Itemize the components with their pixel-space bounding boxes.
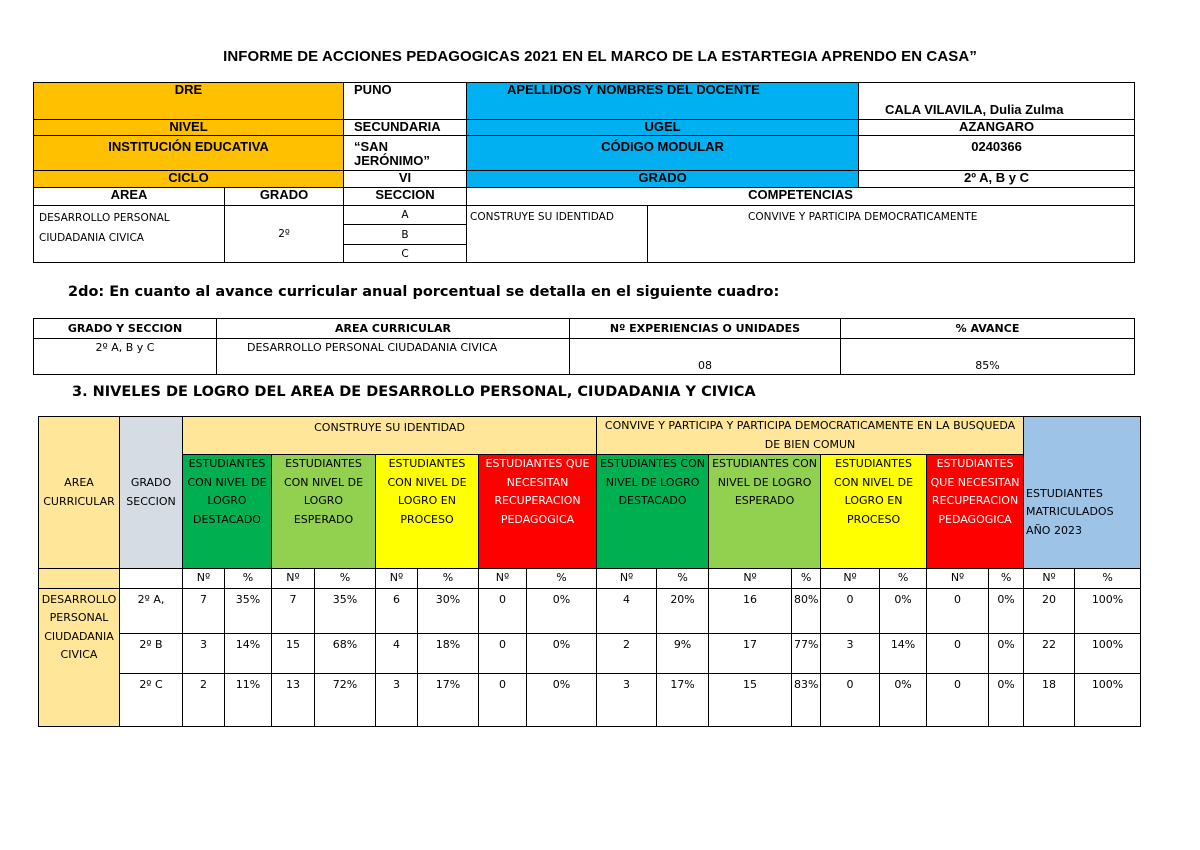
seccion-c: C bbox=[344, 245, 467, 263]
cell: 22 bbox=[1024, 633, 1075, 673]
section2-heading: 2do: En cuanto al avance curricular anual porcentual se detalla en el siguiente cuadro: bbox=[68, 284, 780, 300]
grado-cell: 2º A, bbox=[120, 588, 183, 633]
grado-cell: 2º C bbox=[120, 673, 183, 726]
cell: 4 bbox=[376, 633, 418, 673]
cell: 100% bbox=[1075, 673, 1141, 726]
pct-label: % bbox=[657, 569, 709, 589]
seccion-a: A bbox=[344, 206, 467, 225]
area-value-line-2: CIUDADANIA CIVICA bbox=[39, 232, 144, 244]
cell: 0 bbox=[479, 673, 527, 726]
ugel-value: AZANGARO bbox=[859, 120, 1135, 136]
cell: 3 bbox=[597, 673, 657, 726]
cell: 80% bbox=[792, 588, 821, 633]
n-label: Nº bbox=[272, 569, 315, 589]
table-row bbox=[39, 588, 1141, 633]
table-row bbox=[39, 633, 1141, 673]
cell: 77% bbox=[792, 633, 821, 673]
cell: 0% bbox=[880, 673, 927, 726]
cell: 0 bbox=[927, 633, 989, 673]
cell: 4 bbox=[597, 588, 657, 633]
c1-proceso: ESTUDIANTES CON NIVEL DE LOGRO EN PROCESO bbox=[376, 455, 479, 569]
cell: 0 bbox=[479, 633, 527, 673]
cell: 0% bbox=[989, 633, 1024, 673]
cell: 17 bbox=[709, 633, 792, 673]
cell: 0 bbox=[927, 673, 989, 726]
docente-label: APELLIDOS Y NOMBRES DEL DOCENTE bbox=[467, 83, 859, 120]
c1-destacado: ESTUDIANTES CON NIVEL DE LOGRO DESTACADO bbox=[183, 455, 272, 569]
avance-header-area: AREA CURRICULAR bbox=[217, 319, 570, 339]
cell: 15 bbox=[709, 673, 792, 726]
c2-esperado: ESTUDIANTES CON NIVEL DE LOGRO ESPERADO bbox=[709, 455, 821, 569]
n-label: Nº bbox=[183, 569, 225, 589]
cell: 0 bbox=[821, 588, 880, 633]
dre-value: PUNO bbox=[344, 83, 467, 120]
cell: 17% bbox=[418, 673, 479, 726]
seccion-b: B bbox=[344, 225, 467, 245]
cell: 35% bbox=[225, 588, 272, 633]
n-label: Nº bbox=[821, 569, 880, 589]
cell: 100% bbox=[1075, 633, 1141, 673]
cell: 35% bbox=[315, 588, 376, 633]
n-label: Nº bbox=[597, 569, 657, 589]
cell: 6 bbox=[376, 588, 418, 633]
cell: 0% bbox=[527, 588, 597, 633]
blank-cell bbox=[120, 569, 183, 589]
subheader-row bbox=[39, 569, 1141, 589]
avance-header-experiencias: Nº EXPERIENCIAS O UNIDADES bbox=[570, 319, 841, 339]
table-row bbox=[39, 673, 1141, 726]
cell: 0% bbox=[527, 673, 597, 726]
cell: 14% bbox=[225, 633, 272, 673]
cell: 3 bbox=[376, 673, 418, 726]
avance-table bbox=[33, 318, 1135, 375]
avance-grado: 2º A, B y C bbox=[34, 339, 217, 375]
cell: 7 bbox=[272, 588, 315, 633]
cell: 3 bbox=[183, 633, 225, 673]
matriculados-header: ESTUDIANTES MATRICULADOS AÑO 2023 bbox=[1024, 417, 1141, 569]
blank-cell bbox=[39, 569, 120, 589]
cell: 16 bbox=[709, 588, 792, 633]
cell: 7 bbox=[183, 588, 225, 633]
grado-header: GRADO bbox=[225, 188, 344, 206]
competencia-1: CONSTRUYE SU IDENTIDAD bbox=[467, 206, 648, 263]
codigo-value: 0240366 bbox=[859, 136, 1135, 171]
competencia-2: CONVIVE Y PARTICIPA DEMOCRATICAMENTE bbox=[648, 206, 1135, 263]
avance-area: DESARROLLO PERSONAL CIUDADANIA CIVICA bbox=[217, 339, 570, 375]
c1-esperado: ESTUDIANTES CON NIVEL DE LOGRO ESPERADO bbox=[272, 455, 376, 569]
cell: 0 bbox=[821, 673, 880, 726]
area-header: AREA bbox=[34, 188, 225, 206]
n-label: Nº bbox=[479, 569, 527, 589]
area-value bbox=[34, 206, 225, 263]
logro-table bbox=[38, 416, 1141, 727]
grado-seccion-header: GRADO SECCION bbox=[120, 417, 183, 569]
n-label: Nº bbox=[709, 569, 792, 589]
ie-label: INSTITUCIÓN EDUCATIVA bbox=[34, 136, 344, 171]
grado-label: GRADO bbox=[467, 171, 859, 188]
grado-value: 2º A, B y C bbox=[859, 171, 1135, 188]
nivel-label: NIVEL bbox=[34, 120, 344, 136]
c2-recuperacion: ESTUDIANTES QUE NECESITAN RECUPERACION PEDAGOGICA bbox=[927, 455, 1024, 569]
pct-label: % bbox=[225, 569, 272, 589]
pct-label: % bbox=[315, 569, 376, 589]
cell: 0 bbox=[479, 588, 527, 633]
grado-cell: 2º B bbox=[120, 633, 183, 673]
cell: 3 bbox=[821, 633, 880, 673]
c1-recuperacion: ESTUDIANTES QUE NECESITAN RECUPERACION PEDAGOGICA bbox=[479, 455, 597, 569]
cell: 18 bbox=[1024, 673, 1075, 726]
competencias-header: COMPETENCIAS bbox=[467, 188, 1135, 206]
c2-proceso: ESTUDIANTES CON NIVEL DE LOGRO EN PROCESO bbox=[821, 455, 927, 569]
pct-label: % bbox=[880, 569, 927, 589]
grado-val: 2º bbox=[225, 206, 344, 263]
cell: 68% bbox=[315, 633, 376, 673]
avance-experiencias: 08 bbox=[570, 339, 841, 375]
codigo-label: CÓDIGO MODULAR bbox=[467, 136, 859, 171]
comp2-header: CONVIVE Y PARTICIPA Y PARTICIPA DEMOCRATICAMENTE EN LA BUSQUEDA DE BIEN COMUN bbox=[597, 417, 1024, 455]
cell: 0% bbox=[527, 633, 597, 673]
comp1-header: CONSTRUYE SU IDENTIDAD bbox=[183, 417, 597, 455]
nivel-value: SECUNDARIA bbox=[344, 120, 467, 136]
area-value-cell: DESARROLLO PERSONAL CIUDADANIA CIVICA bbox=[39, 588, 120, 726]
ugel-label: UGEL bbox=[467, 120, 859, 136]
cell: 72% bbox=[315, 673, 376, 726]
cell: 20 bbox=[1024, 588, 1075, 633]
area-value-line-1: DESARROLLO PERSONAL bbox=[39, 212, 170, 224]
avance-header-porcentaje: % AVANCE bbox=[841, 319, 1135, 339]
ciclo-label: CICLO bbox=[34, 171, 344, 188]
cell: 0 bbox=[927, 588, 989, 633]
n-label: Nº bbox=[1024, 569, 1075, 589]
cell: 9% bbox=[657, 633, 709, 673]
cell: 30% bbox=[418, 588, 479, 633]
cell: 20% bbox=[657, 588, 709, 633]
n-label: Nº bbox=[927, 569, 989, 589]
section3-heading: 3. NIVELES DE LOGRO DEL AREA DE DESARROLLO PERSONAL, CIUDADANIA Y CIVICA bbox=[72, 384, 756, 400]
c2-destacado: ESTUDIANTES CON NIVEL DE LOGRO DESTACADO bbox=[597, 455, 709, 569]
cell: 2 bbox=[183, 673, 225, 726]
area-curricular-header: AREA CURRICULAR bbox=[39, 417, 120, 569]
cell: 17% bbox=[657, 673, 709, 726]
ciclo-value: VI bbox=[344, 171, 467, 188]
pct-label: % bbox=[1075, 569, 1141, 589]
pct-label: % bbox=[418, 569, 479, 589]
avance-porcentaje: 85% bbox=[841, 339, 1135, 375]
cell: 11% bbox=[225, 673, 272, 726]
cell: 15 bbox=[272, 633, 315, 673]
docente-value: CALA VILAVILA, Dulia Zulma bbox=[859, 83, 1135, 120]
cell: 83% bbox=[792, 673, 821, 726]
pct-label: % bbox=[527, 569, 597, 589]
avance-header-grado: GRADO Y SECCION bbox=[34, 319, 217, 339]
pct-label: % bbox=[792, 569, 821, 589]
ie-value: “SAN JERÓNIMO” bbox=[344, 136, 467, 171]
dre-label: DRE bbox=[34, 83, 344, 120]
cell: 18% bbox=[418, 633, 479, 673]
cell: 0% bbox=[989, 588, 1024, 633]
cell: 100% bbox=[1075, 588, 1141, 633]
page-title: INFORME DE ACCIONES PEDAGOGICAS 2021 EN EL MARCO DE LA ESTARTEGIA APRENDO EN CASA” bbox=[223, 48, 977, 65]
cell: 13 bbox=[272, 673, 315, 726]
cell: 2 bbox=[597, 633, 657, 673]
seccion-header: SECCION bbox=[344, 188, 467, 206]
pct-label: % bbox=[989, 569, 1024, 589]
info-table bbox=[33, 82, 1135, 263]
cell: 0% bbox=[989, 673, 1024, 726]
cell: 14% bbox=[880, 633, 927, 673]
n-label: Nº bbox=[376, 569, 418, 589]
cell: 0% bbox=[880, 588, 927, 633]
